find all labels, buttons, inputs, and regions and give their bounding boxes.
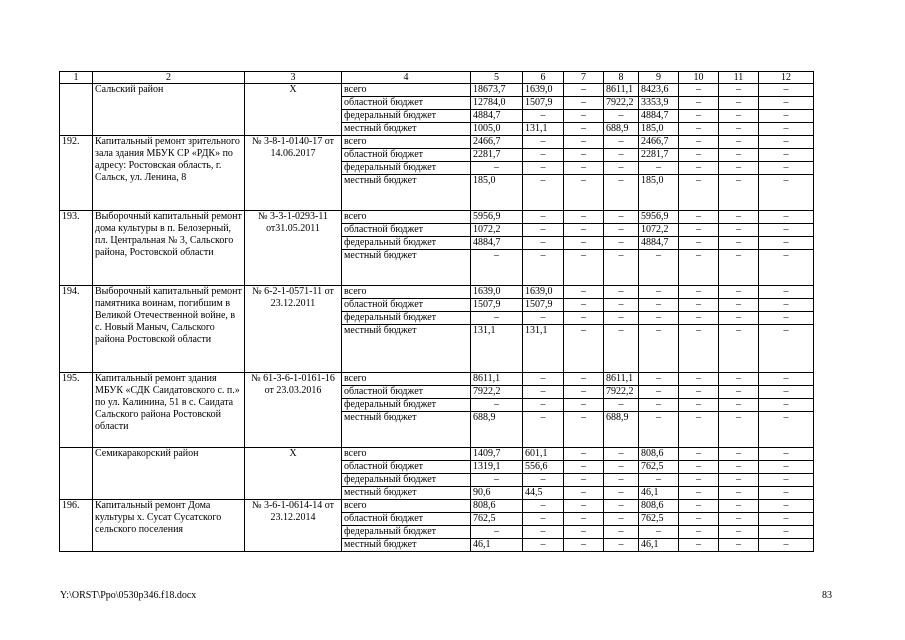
- document-reference: № 3-6-1-0614-14 от 23.12.2014: [245, 500, 342, 552]
- budget-table: [59, 71, 814, 552]
- amount-cell: –: [523, 412, 564, 448]
- amount-cell: –: [679, 123, 719, 136]
- amount-cell: –: [523, 162, 564, 175]
- amount-cell: –: [679, 286, 719, 299]
- amount-cell: –: [471, 526, 523, 539]
- amount-cell: –: [604, 526, 639, 539]
- amount-cell: –: [604, 224, 639, 237]
- amount-cell: 7922,2: [604, 386, 639, 399]
- amount-cell: –: [679, 386, 719, 399]
- amount-cell: –: [639, 386, 679, 399]
- amount-cell: –: [523, 513, 564, 526]
- amount-cell: –: [719, 162, 759, 175]
- amount-cell: –: [679, 136, 719, 149]
- amount-cell: –: [679, 399, 719, 412]
- amount-cell: –: [679, 250, 719, 286]
- page-number: 83: [822, 590, 832, 601]
- amount-cell: –: [719, 474, 759, 487]
- amount-cell: –: [759, 513, 814, 526]
- column-header: 5: [471, 72, 523, 84]
- amount-cell: –: [759, 312, 814, 325]
- object-name: Выборочный капитальный ремонт памятника воинам, погибшим в Великой Отечественной войне, в с. Новый Маныч, Сальского района Ростовской области: [93, 286, 245, 373]
- amount-cell: –: [523, 224, 564, 237]
- amount-cell: –: [639, 526, 679, 539]
- amount-cell: –: [759, 286, 814, 299]
- table-row: [60, 373, 814, 386]
- amount-cell: –: [564, 84, 604, 97]
- amount-cell: –: [759, 474, 814, 487]
- amount-cell: –: [564, 224, 604, 237]
- amount-cell: –: [639, 373, 679, 386]
- amount-cell: 8611,1: [471, 373, 523, 386]
- item-number: 195.: [60, 373, 93, 448]
- item-number: [60, 84, 93, 136]
- funding-source-label: всего: [342, 373, 471, 386]
- amount-cell: –: [604, 286, 639, 299]
- amount-cell: 5956,9: [639, 211, 679, 224]
- amount-cell: –: [719, 84, 759, 97]
- table-row: [60, 136, 814, 149]
- amount-cell: –: [604, 211, 639, 224]
- amount-cell: 601,1: [523, 448, 564, 461]
- amount-cell: –: [679, 474, 719, 487]
- amount-cell: –: [523, 136, 564, 149]
- column-header: 6: [523, 72, 564, 84]
- amount-cell: 1319,1: [471, 461, 523, 474]
- funding-source-label: федеральный бюджет: [342, 526, 471, 539]
- amount-cell: –: [471, 312, 523, 325]
- amount-cell: 762,5: [471, 513, 523, 526]
- amount-cell: –: [564, 299, 604, 312]
- amount-cell: 1507,9: [523, 97, 564, 110]
- amount-cell: –: [719, 399, 759, 412]
- amount-cell: –: [719, 224, 759, 237]
- amount-cell: –: [679, 461, 719, 474]
- amount-cell: 131,1: [523, 325, 564, 373]
- amount-cell: –: [759, 461, 814, 474]
- amount-cell: –: [564, 487, 604, 500]
- amount-cell: –: [564, 526, 604, 539]
- amount-cell: –: [604, 149, 639, 162]
- amount-cell: –: [759, 237, 814, 250]
- funding-source-label: местный бюджет: [342, 250, 471, 286]
- amount-cell: –: [759, 84, 814, 97]
- amount-cell: –: [679, 500, 719, 513]
- item-number: [60, 448, 93, 500]
- amount-cell: –: [604, 250, 639, 286]
- amount-cell: –: [523, 500, 564, 513]
- amount-cell: –: [564, 461, 604, 474]
- funding-source-label: местный бюджет: [342, 123, 471, 136]
- amount-cell: 18673,7: [471, 84, 523, 97]
- funding-source-label: областной бюджет: [342, 513, 471, 526]
- funding-source-label: местный бюджет: [342, 539, 471, 552]
- amount-cell: 7922,2: [471, 386, 523, 399]
- amount-cell: 1409,7: [471, 448, 523, 461]
- amount-cell: –: [604, 325, 639, 373]
- object-name: Выборочный капитальный ремонт дома культуры в п. Белозерный, пл. Центральная № 3, Сальского района, Ростовской области: [93, 211, 245, 286]
- amount-cell: 2466,7: [639, 136, 679, 149]
- amount-cell: 688,9: [604, 412, 639, 448]
- amount-cell: –: [604, 487, 639, 500]
- amount-cell: –: [639, 325, 679, 373]
- funding-source-label: федеральный бюджет: [342, 110, 471, 123]
- amount-cell: 556,6: [523, 461, 564, 474]
- document-reference: Х: [245, 448, 342, 500]
- amount-cell: –: [604, 461, 639, 474]
- amount-cell: 808,6: [639, 448, 679, 461]
- amount-cell: 131,1: [523, 123, 564, 136]
- amount-cell: –: [759, 373, 814, 386]
- amount-cell: 8611,1: [604, 84, 639, 97]
- amount-cell: –: [564, 373, 604, 386]
- amount-cell: 688,9: [604, 123, 639, 136]
- amount-cell: –: [564, 149, 604, 162]
- amount-cell: –: [564, 136, 604, 149]
- column-header: 7: [564, 72, 604, 84]
- amount-cell: –: [719, 123, 759, 136]
- amount-cell: –: [639, 399, 679, 412]
- funding-source-label: местный бюджет: [342, 325, 471, 373]
- object-name: Сальский район: [93, 84, 245, 136]
- document-reference: № 61-3-6-1-0161-16 от 23.03.2016: [245, 373, 342, 448]
- amount-cell: –: [564, 175, 604, 211]
- amount-cell: 2281,7: [471, 149, 523, 162]
- object-name: Семикаракорский район: [93, 448, 245, 500]
- funding-source-label: местный бюджет: [342, 487, 471, 500]
- amount-cell: –: [719, 97, 759, 110]
- object-name: Капитальный ремонт зрительного зала здания МБУК СР «РДК» по адресу: Ростовская область, г. Сальск, ул. Ленина, 8: [93, 136, 245, 211]
- amount-cell: –: [564, 211, 604, 224]
- amount-cell: –: [604, 500, 639, 513]
- amount-cell: –: [719, 461, 759, 474]
- funding-source-label: местный бюджет: [342, 412, 471, 448]
- amount-cell: –: [719, 211, 759, 224]
- amount-cell: –: [719, 412, 759, 448]
- document-reference: № 3-8-1-0140-17 от 14.06.2017: [245, 136, 342, 211]
- amount-cell: 4884,7: [471, 237, 523, 250]
- document-reference: Х: [245, 84, 342, 136]
- item-number: 194.: [60, 286, 93, 373]
- footer-file-path: Y:\ORST\Ppo\0530p346.f18.docx: [60, 590, 197, 601]
- amount-cell: –: [523, 149, 564, 162]
- amount-cell: –: [759, 299, 814, 312]
- amount-cell: –: [564, 237, 604, 250]
- amount-cell: 90,6: [471, 487, 523, 500]
- amount-cell: –: [564, 110, 604, 123]
- amount-cell: –: [719, 539, 759, 552]
- funding-source-label: всего: [342, 448, 471, 461]
- amount-cell: –: [564, 312, 604, 325]
- amount-cell: –: [523, 175, 564, 211]
- funding-source-label: всего: [342, 211, 471, 224]
- amount-cell: 46,1: [639, 539, 679, 552]
- amount-cell: 688,9: [471, 412, 523, 448]
- table-row: [60, 500, 814, 513]
- amount-cell: 5956,9: [471, 211, 523, 224]
- amount-cell: 8423,6: [639, 84, 679, 97]
- amount-cell: –: [719, 487, 759, 500]
- amount-cell: –: [523, 399, 564, 412]
- amount-cell: –: [759, 250, 814, 286]
- column-header: 8: [604, 72, 639, 84]
- amount-cell: 1072,2: [639, 224, 679, 237]
- amount-cell: –: [679, 224, 719, 237]
- amount-cell: –: [759, 399, 814, 412]
- amount-cell: –: [604, 474, 639, 487]
- amount-cell: 131,1: [471, 325, 523, 373]
- amount-cell: –: [639, 162, 679, 175]
- amount-cell: –: [679, 162, 719, 175]
- funding-source-label: федеральный бюджет: [342, 237, 471, 250]
- amount-cell: 1639,0: [523, 286, 564, 299]
- table-row: [60, 211, 814, 224]
- amount-cell: 185,0: [639, 123, 679, 136]
- amount-cell: –: [523, 539, 564, 552]
- amount-cell: –: [679, 539, 719, 552]
- column-header: 9: [639, 72, 679, 84]
- amount-cell: –: [604, 237, 639, 250]
- amount-cell: –: [679, 412, 719, 448]
- amount-cell: –: [604, 175, 639, 211]
- amount-cell: –: [719, 325, 759, 373]
- amount-cell: 44,5: [523, 487, 564, 500]
- amount-cell: –: [719, 373, 759, 386]
- amount-cell: –: [564, 412, 604, 448]
- funding-source-label: областной бюджет: [342, 97, 471, 110]
- column-header: 3: [245, 72, 342, 84]
- amount-cell: –: [604, 513, 639, 526]
- amount-cell: –: [719, 386, 759, 399]
- amount-cell: –: [523, 312, 564, 325]
- amount-cell: 1507,9: [523, 299, 564, 312]
- amount-cell: –: [564, 123, 604, 136]
- amount-cell: 2281,7: [639, 149, 679, 162]
- amount-cell: –: [679, 97, 719, 110]
- amount-cell: –: [564, 539, 604, 552]
- amount-cell: –: [759, 325, 814, 373]
- funding-source-label: местный бюджет: [342, 175, 471, 211]
- amount-cell: 2466,7: [471, 136, 523, 149]
- amount-cell: –: [679, 325, 719, 373]
- amount-cell: –: [604, 299, 639, 312]
- document-reference: № 3-3-1-0293-11 от31.05.2011: [245, 211, 342, 286]
- amount-cell: –: [679, 175, 719, 211]
- column-header: 4: [342, 72, 471, 84]
- amount-cell: –: [564, 513, 604, 526]
- amount-cell: –: [759, 97, 814, 110]
- amount-cell: 808,6: [639, 500, 679, 513]
- amount-cell: 4884,7: [639, 110, 679, 123]
- object-name: Капитальный ремонт Дома культуры х. Сусат Сусатского сельского поселения: [93, 500, 245, 552]
- amount-cell: –: [759, 211, 814, 224]
- amount-cell: –: [471, 162, 523, 175]
- amount-cell: –: [679, 312, 719, 325]
- amount-cell: –: [523, 474, 564, 487]
- amount-cell: 762,5: [639, 513, 679, 526]
- amount-cell: –: [679, 526, 719, 539]
- amount-cell: –: [679, 211, 719, 224]
- amount-cell: –: [639, 299, 679, 312]
- funding-source-label: федеральный бюджет: [342, 162, 471, 175]
- amount-cell: –: [719, 312, 759, 325]
- amount-cell: 185,0: [471, 175, 523, 211]
- amount-cell: –: [759, 162, 814, 175]
- funding-source-label: областной бюджет: [342, 299, 471, 312]
- amount-cell: –: [564, 500, 604, 513]
- amount-cell: –: [719, 448, 759, 461]
- amount-cell: 12784,0: [471, 97, 523, 110]
- amount-cell: –: [679, 373, 719, 386]
- funding-source-label: областной бюджет: [342, 224, 471, 237]
- amount-cell: 4884,7: [471, 110, 523, 123]
- amount-cell: 7922,2: [604, 97, 639, 110]
- amount-cell: –: [523, 386, 564, 399]
- amount-cell: –: [639, 286, 679, 299]
- funding-source-label: областной бюджет: [342, 461, 471, 474]
- item-number: 192.: [60, 136, 93, 211]
- funding-source-label: областной бюджет: [342, 149, 471, 162]
- amount-cell: –: [759, 224, 814, 237]
- amount-cell: –: [604, 312, 639, 325]
- amount-cell: –: [564, 399, 604, 412]
- table-row: [60, 286, 814, 299]
- amount-cell: –: [639, 412, 679, 448]
- amount-cell: –: [564, 97, 604, 110]
- amount-cell: –: [719, 513, 759, 526]
- funding-source-label: федеральный бюджет: [342, 312, 471, 325]
- amount-cell: –: [564, 162, 604, 175]
- amount-cell: 762,5: [639, 461, 679, 474]
- amount-cell: –: [759, 500, 814, 513]
- amount-cell: –: [679, 299, 719, 312]
- amount-cell: 46,1: [639, 487, 679, 500]
- amount-cell: –: [564, 448, 604, 461]
- amount-cell: –: [679, 110, 719, 123]
- object-name: Капитальный ремонт здания МБУК «СДК Саидатовского с. п.» по ул. Калинина, 51 в с. Саидата Сальского района Ростовской области: [93, 373, 245, 448]
- amount-cell: –: [471, 399, 523, 412]
- amount-cell: –: [759, 412, 814, 448]
- amount-cell: 3353,9: [639, 97, 679, 110]
- amount-cell: 4884,7: [639, 237, 679, 250]
- column-header: 12: [759, 72, 814, 84]
- amount-cell: –: [719, 299, 759, 312]
- amount-cell: –: [759, 386, 814, 399]
- amount-cell: 1639,0: [471, 286, 523, 299]
- amount-cell: –: [564, 325, 604, 373]
- amount-cell: –: [719, 136, 759, 149]
- amount-cell: –: [604, 136, 639, 149]
- amount-cell: –: [679, 84, 719, 97]
- amount-cell: –: [604, 110, 639, 123]
- amount-cell: –: [719, 250, 759, 286]
- amount-cell: –: [523, 373, 564, 386]
- amount-cell: –: [564, 286, 604, 299]
- amount-cell: –: [679, 149, 719, 162]
- amount-cell: –: [564, 386, 604, 399]
- amount-cell: –: [759, 149, 814, 162]
- amount-cell: –: [523, 526, 564, 539]
- funding-source-label: всего: [342, 500, 471, 513]
- column-header: 10: [679, 72, 719, 84]
- amount-cell: –: [679, 513, 719, 526]
- amount-cell: –: [719, 149, 759, 162]
- amount-cell: –: [759, 539, 814, 552]
- column-header: 2: [93, 72, 245, 84]
- item-number: 193.: [60, 211, 93, 286]
- column-header: 1: [60, 72, 93, 84]
- amount-cell: –: [759, 526, 814, 539]
- amount-cell: –: [719, 110, 759, 123]
- amount-cell: –: [523, 211, 564, 224]
- amount-cell: –: [523, 250, 564, 286]
- amount-cell: –: [679, 237, 719, 250]
- amount-cell: –: [759, 448, 814, 461]
- funding-source-label: областной бюджет: [342, 386, 471, 399]
- amount-cell: –: [719, 175, 759, 211]
- amount-cell: –: [759, 123, 814, 136]
- amount-cell: –: [471, 474, 523, 487]
- amount-cell: –: [471, 250, 523, 286]
- funding-source-label: всего: [342, 136, 471, 149]
- amount-cell: 808,6: [471, 500, 523, 513]
- amount-cell: –: [564, 474, 604, 487]
- amount-cell: –: [604, 539, 639, 552]
- table-row: [60, 84, 814, 97]
- amount-cell: –: [523, 110, 564, 123]
- amount-cell: 185,0: [639, 175, 679, 211]
- document-reference: № 6-2-1-0571-11 от 23.12.2011: [245, 286, 342, 373]
- amount-cell: 1005,0: [471, 123, 523, 136]
- item-number: 196.: [60, 500, 93, 552]
- amount-cell: –: [604, 399, 639, 412]
- amount-cell: –: [679, 448, 719, 461]
- amount-cell: –: [604, 162, 639, 175]
- amount-cell: –: [604, 448, 639, 461]
- header-row: [60, 72, 814, 84]
- funding-source-label: всего: [342, 84, 471, 97]
- amount-cell: –: [719, 286, 759, 299]
- amount-cell: –: [523, 237, 564, 250]
- amount-cell: –: [719, 526, 759, 539]
- amount-cell: –: [639, 250, 679, 286]
- amount-cell: –: [759, 136, 814, 149]
- amount-cell: –: [679, 487, 719, 500]
- funding-source-label: федеральный бюджет: [342, 474, 471, 487]
- amount-cell: 1072,2: [471, 224, 523, 237]
- amount-cell: –: [639, 474, 679, 487]
- amount-cell: –: [759, 175, 814, 211]
- amount-cell: –: [719, 237, 759, 250]
- funding-source-label: всего: [342, 286, 471, 299]
- funding-source-label: федеральный бюджет: [342, 399, 471, 412]
- amount-cell: 46,1: [471, 539, 523, 552]
- amount-cell: –: [759, 487, 814, 500]
- amount-cell: –: [639, 312, 679, 325]
- amount-cell: –: [564, 250, 604, 286]
- table-row: [60, 448, 814, 461]
- amount-cell: 1639,0: [523, 84, 564, 97]
- amount-cell: 8611,1: [604, 373, 639, 386]
- amount-cell: –: [719, 500, 759, 513]
- amount-cell: –: [759, 110, 814, 123]
- amount-cell: 1507,9: [471, 299, 523, 312]
- column-header: 11: [719, 72, 759, 84]
